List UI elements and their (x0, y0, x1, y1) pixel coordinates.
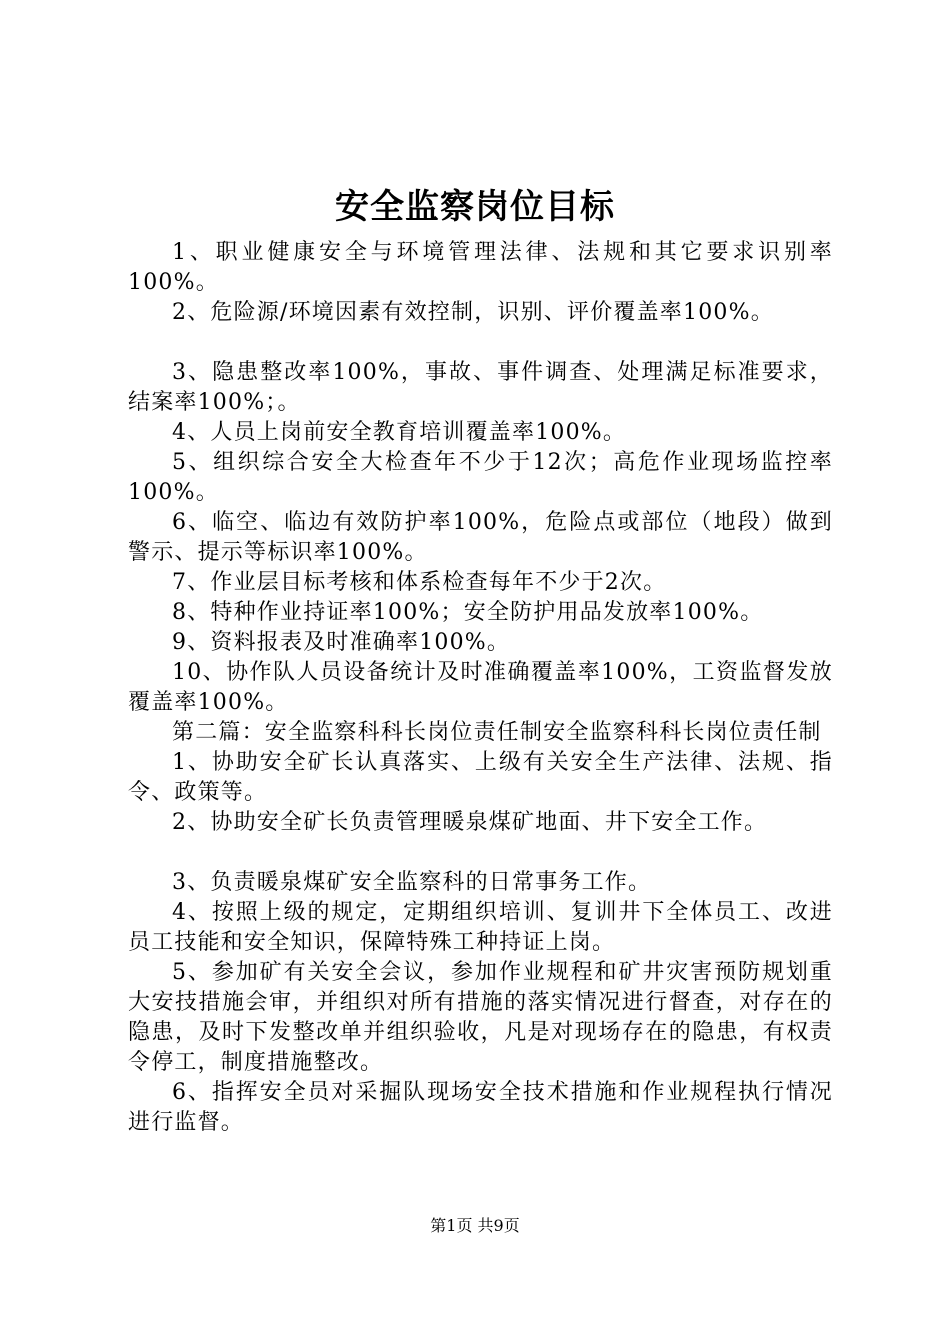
paragraph-6: 6、临空、临边有效防护率100%，危险点或部位（地段）做到警示、提示等标识率100%。 (128, 510, 833, 565)
duty-4: 4、按照上级的规定，定期组织培训、复训井下全体员工、改进员工技能和安全知识，保障特殊工种持证上岗。 (128, 900, 833, 955)
duty-2: 2、协助安全矿长负责管理暖泉煤矿地面、井下安全工作。 (172, 810, 768, 835)
paragraph-1: 1、职业健康安全与环境管理法律、法规和其它要求识别率100%。 (128, 240, 833, 295)
paragraph-4: 4、人员上岗前安全教育培训覆盖率100%。 (172, 420, 627, 445)
page-number: 第1页 共9页 (430, 1216, 520, 1235)
paragraph-10: 10、协作队人员设备统计及时准确覆盖率100%，工资监督发放覆盖率100%。 (128, 660, 833, 715)
section-heading: 第二篇：安全监察科科长岗位责任制安全监察科科长岗位责任制 (172, 720, 822, 745)
paragraph-5: 5、组织综合安全大检查年不少于12次；高危作业现场监控率100%。 (128, 450, 833, 505)
paragraph-7: 7、作业层目标考核和体系检查每年不少于2次。 (172, 570, 667, 595)
paragraph-8: 8、特种作业持证率100%；安全防护用品发放率100%。 (172, 600, 764, 625)
document-body (128, 238, 833, 1138)
paragraph-9: 9、资料报表及时准确率100%。 (172, 630, 511, 655)
duty-6: 6、指挥安全员对采掘队现场安全技术措施和作业规程执行情况进行监督。 (128, 1080, 833, 1135)
paragraph-3: 3、隐患整改率100%，事故、事件调查、处理满足标准要求，结案率100%；。 (128, 360, 833, 415)
document-title: 安全监察岗位目标 (335, 187, 615, 227)
duty-5: 5、参加矿有关安全会议，参加作业规程和矿井灾害预防规划重大安技措施会审，并组织对所有措施的落实情况进行督查，对存在的隐患，及时下发整改单并组织验收，凡是对现场存在的隐患，有权责令停工，制度措施整改。 (128, 960, 833, 1075)
paragraph-2: 2、危险源/环境因素有效控制，识别、评价覆盖率100%。 (172, 300, 774, 325)
duty-3: 3、负责暖泉煤矿安全监察科的日常事务工作。 (172, 870, 652, 895)
duty-1: 1、协助安全矿长认真落实、上级有关安全生产法律、法规、指令、政策等。 (128, 750, 833, 805)
